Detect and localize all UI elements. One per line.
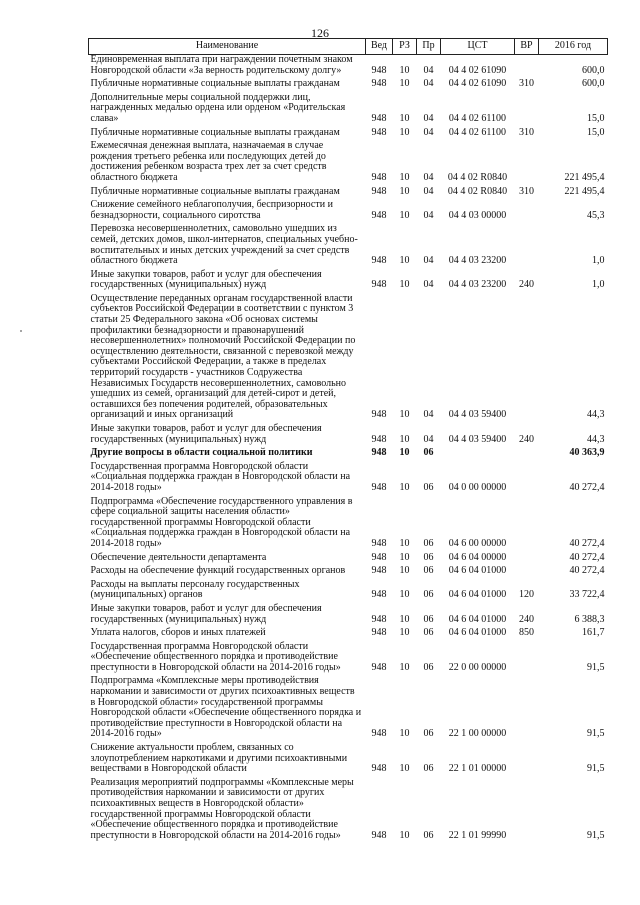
row-sum: 40 272,4 <box>569 551 605 563</box>
table-row <box>89 55 608 80</box>
row-cst: 04 0 00 00000 <box>448 481 507 493</box>
row-rz: 10 <box>399 433 410 445</box>
row-name: Уплата налогов, сборов и иных платежей <box>90 627 266 639</box>
row-name: Снижение семейного неблагополучия, беспризорности и безнадзорности, социального сиротства <box>90 199 333 221</box>
row-pr: 06 <box>423 763 434 775</box>
row-name: Государственная программа Новгородской области «Социальная поддержка граждан в Новгородской области на 2014-2018 годы» <box>90 460 351 493</box>
row-name: Публичные нормативные социальные выплаты гражданам <box>90 126 340 138</box>
table-row <box>89 642 608 677</box>
row-vr: 310 <box>519 126 534 138</box>
row-name: Снижение актуальности проблем, связанных со злоупотреблением наркотиками и другими психоактивными веществами в Новгородской области <box>90 742 348 775</box>
row-rz: 10 <box>399 763 410 775</box>
row-sum: 6 388,3 <box>574 613 605 625</box>
row-sum: 40 272,4 <box>569 565 605 577</box>
row-ved: 948 <box>371 565 387 577</box>
row-pr: 04 <box>423 112 434 124</box>
row-pr: 04 <box>423 185 434 197</box>
row-pr: 04 <box>423 171 434 183</box>
row-ved: 948 <box>371 209 387 221</box>
row-vr <box>515 224 539 269</box>
row-cst: 04 6 04 00000 <box>448 551 507 563</box>
row-sum: 1,0 <box>592 279 605 291</box>
row-vr <box>515 778 539 845</box>
row-sum: 44,3 <box>587 433 605 445</box>
row-name: Государственная программа Новгородской области «Обеспечение общественного порядка и противодействие преступности в Новгородской области на 2014-2016 годы» <box>90 640 341 673</box>
table-row <box>89 270 608 294</box>
row-cst: 22 1 01 99990 <box>448 829 507 841</box>
table-row <box>89 128 608 142</box>
table-row <box>89 224 608 269</box>
row-pr: 06 <box>423 589 434 601</box>
row-rz: 10 <box>399 64 410 76</box>
row-vr <box>515 553 539 567</box>
row-vr: 240 <box>519 433 534 445</box>
table-row <box>89 200 608 224</box>
row-pr: 04 <box>423 64 434 76</box>
row-cst: 22 1 00 00000 <box>448 728 507 740</box>
row-rz: 10 <box>399 78 410 90</box>
row-vr <box>515 294 539 424</box>
row-sum: 33 722,4 <box>569 589 605 601</box>
row-pr: 06 <box>423 613 434 625</box>
row-cst: 04 4 03 23200 <box>448 255 507 267</box>
table-row <box>89 497 608 553</box>
row-ved: 948 <box>371 728 387 740</box>
row-ved: 948 <box>371 171 387 183</box>
row-rz: 10 <box>399 185 410 197</box>
row-cst: 04 4 02 R0840 <box>447 185 508 197</box>
row-rz: 10 <box>399 627 410 639</box>
row-pr: 04 <box>423 78 434 90</box>
row-pr: 04 <box>423 126 434 138</box>
row-sum: 221 495,4 <box>564 185 605 197</box>
row-ved: 948 <box>371 279 387 291</box>
row-vr <box>515 566 539 580</box>
row-sum: 161,7 <box>582 627 605 639</box>
row-name: Расходы на выплаты персоналу государственных (муниципальных) органов <box>90 578 300 601</box>
row-pr: 06 <box>423 565 434 577</box>
row-vr: 240 <box>519 613 534 625</box>
row-sum: 221 495,4 <box>564 171 605 183</box>
row-name: Иные закупки товаров, работ и услуг для обеспечения государственных (муниципальных) нужд <box>90 268 322 291</box>
row-ved: 948 <box>371 613 387 625</box>
table-row <box>89 676 608 743</box>
header-name: Наименование <box>89 39 366 55</box>
row-ved: 948 <box>371 537 387 549</box>
row-vr <box>515 642 539 677</box>
row-ved: 948 <box>371 112 387 124</box>
row-rz: 10 <box>399 589 410 601</box>
row-sum: 91,5 <box>587 763 605 775</box>
row-cst: 04 6 04 01000 <box>448 565 507 577</box>
row-pr: 04 <box>423 409 434 421</box>
row-rz: 10 <box>399 409 410 421</box>
row-name: Обеспечение деятельности департамента <box>90 551 267 563</box>
row-cst: 04 4 02 61090 <box>448 78 507 90</box>
row-rz: 10 <box>399 613 410 625</box>
table-body <box>89 55 608 845</box>
row-ved: 948 <box>371 126 387 138</box>
row-vr: 240 <box>519 279 534 291</box>
row-name: Реализация мероприятий подпрограммы «Комплексные меры противодействия наркомании и зависимости от других психоактивных веществ в Новгородской области» государственной программы Новгородской области «Обеспечение общественного порядка и противодействие преступности в Новгородской области на 2014-2016 годы» <box>90 776 354 841</box>
row-rz: 10 <box>399 829 410 841</box>
table-row <box>89 424 608 448</box>
table-row <box>89 93 608 128</box>
scan-dot <box>20 330 22 332</box>
table-row <box>89 294 608 424</box>
row-sum: 40 363,9 <box>569 447 605 459</box>
row-cst: 04 4 03 59400 <box>448 433 507 445</box>
row-cst: 04 6 04 01000 <box>448 627 507 639</box>
row-ved: 948 <box>371 64 387 76</box>
row-sum: 15,0 <box>587 112 605 124</box>
row-vr: 310 <box>519 78 534 90</box>
row-vr <box>515 743 539 778</box>
row-name: Подпрограмма «Комплексные меры противодействия наркомании и зависимости от других психоактивных веществ в Новгородской области» государственной программы Новгородской области «Обеспечение общественного порядка и противодействие преступности в Новгородской области на 2014-2016 годы» <box>90 675 362 740</box>
row-cst: 04 4 02 R0840 <box>447 171 508 183</box>
row-name: Перевозка несовершеннолетних, самовольно ушедших из семей, детских домов, школ-интернатов, специальных учебно-воспитательных и иных детских учреждений за счет средств областного бюджета <box>90 223 358 267</box>
row-cst: 04 4 03 59400 <box>448 409 507 421</box>
row-ved: 948 <box>371 589 387 601</box>
row-name: Публичные нормативные социальные выплаты гражданам <box>90 78 340 90</box>
row-rz: 10 <box>399 112 410 124</box>
row-pr: 06 <box>423 537 434 549</box>
table-row <box>89 553 608 567</box>
row-pr: 06 <box>423 551 434 563</box>
row-cst: 04 4 03 23200 <box>448 279 507 291</box>
row-pr: 06 <box>423 661 434 673</box>
table-row <box>89 448 608 462</box>
row-sum: 1,0 <box>592 255 605 267</box>
header-year: 2016 год <box>539 39 608 55</box>
row-name: Иные закупки товаров, работ и услуг для обеспечения государственных (муниципальных) нужд <box>90 423 322 445</box>
row-sum: 44,3 <box>587 409 605 421</box>
table-row <box>89 462 608 497</box>
header-rz: РЗ <box>393 39 417 55</box>
row-vr <box>515 55 539 80</box>
row-sum: 91,5 <box>587 829 605 841</box>
row-rz: 10 <box>399 171 410 183</box>
row-sum: 91,5 <box>587 661 605 673</box>
header-cst: ЦСТ <box>441 39 515 55</box>
row-rz: 10 <box>399 537 410 549</box>
row-vr <box>515 676 539 743</box>
row-pr: 04 <box>423 255 434 267</box>
row-cst: 04 4 03 00000 <box>448 209 507 221</box>
row-ved: 948 <box>371 763 387 775</box>
row-rz: 10 <box>399 255 410 267</box>
row-rz: 10 <box>399 209 410 221</box>
header-ved: Вед <box>366 39 393 55</box>
row-vr <box>515 141 539 186</box>
row-ved: 948 <box>371 481 387 493</box>
table-header-row <box>89 39 608 55</box>
row-name: Дополнительные меры социальной поддержки лиц, награжденных медалью ордена или орденом «Родительская слава» <box>90 91 346 124</box>
table-row <box>89 743 608 778</box>
row-cst: 04 6 00 00000 <box>448 537 507 549</box>
row-rz: 10 <box>399 481 410 493</box>
row-vr: 120 <box>519 589 534 601</box>
row-pr: 06 <box>423 728 434 740</box>
row-pr: 04 <box>423 279 434 291</box>
row-sum: 15,0 <box>587 126 605 138</box>
table-row <box>89 141 608 186</box>
row-sum: 40 272,4 <box>569 481 605 493</box>
table-row <box>89 566 608 580</box>
row-vr: 310 <box>519 185 534 197</box>
row-sum: 45,3 <box>587 209 605 221</box>
header-vr: ВР <box>515 39 539 55</box>
table-row <box>89 580 608 604</box>
row-vr <box>515 200 539 224</box>
row-sum: 600,0 <box>582 78 605 90</box>
row-rz: 10 <box>399 565 410 577</box>
row-name: Другие вопросы в области социальной политики <box>90 447 313 459</box>
row-pr: 06 <box>423 481 434 493</box>
row-pr: 04 <box>423 209 434 221</box>
row-ved: 948 <box>371 627 387 639</box>
table-row <box>89 604 608 628</box>
row-ved: 948 <box>371 433 387 445</box>
row-cst: 04 6 04 01000 <box>448 613 507 625</box>
row-rz: 10 <box>399 447 410 459</box>
row-ved: 948 <box>371 78 387 90</box>
row-sum: 91,5 <box>587 728 605 740</box>
table-row <box>89 187 608 201</box>
row-cst: 04 4 02 61100 <box>448 112 507 124</box>
row-cst: 22 0 00 00000 <box>448 661 507 673</box>
row-name: Единовременная выплата при награждении почетным знаком Новгородской области «За верность родительскому долгу» <box>90 54 353 76</box>
row-cst <box>441 448 515 462</box>
budget-table <box>88 38 608 844</box>
row-cst: 04 6 04 01000 <box>448 589 507 601</box>
row-vr <box>515 448 539 462</box>
row-sum: 600,0 <box>582 64 605 76</box>
table-row <box>89 778 608 845</box>
row-pr: 06 <box>423 627 434 639</box>
row-vr <box>515 497 539 553</box>
row-sum: 40 272,4 <box>569 537 605 549</box>
row-name: Публичные нормативные социальные выплаты гражданам <box>90 185 340 197</box>
row-rz: 10 <box>399 551 410 563</box>
row-pr: 06 <box>423 447 434 459</box>
table-row <box>89 79 608 93</box>
row-cst: 04 4 02 61100 <box>448 126 507 138</box>
row-ved: 948 <box>371 829 387 841</box>
row-ved: 948 <box>371 255 387 267</box>
row-ved: 948 <box>371 409 387 421</box>
row-cst: 04 4 02 61090 <box>448 64 507 76</box>
row-name: Иные закупки товаров, работ и услуг для обеспечения государственных (муниципальных) нужд <box>90 602 322 625</box>
header-pr: Пр <box>417 39 441 55</box>
row-name: Ежемесячная денежная выплата, назначаемая в случае рождения третьего ребенка или последующих детей до достижения ребенком возраста трех лет за счет средств областного бюджета <box>90 140 327 183</box>
row-name: Расходы на обеспечение функций государственных органов <box>90 565 346 577</box>
row-cst: 22 1 01 00000 <box>448 763 507 775</box>
row-vr: 850 <box>519 627 534 639</box>
row-rz: 10 <box>399 728 410 740</box>
row-rz: 10 <box>399 279 410 291</box>
row-ved: 948 <box>371 551 387 563</box>
row-vr <box>515 93 539 128</box>
row-pr: 06 <box>423 829 434 841</box>
row-ved: 948 <box>371 185 387 197</box>
row-ved: 948 <box>371 661 387 673</box>
row-ved: 948 <box>371 447 387 459</box>
row-vr <box>515 462 539 497</box>
table-row <box>89 628 608 642</box>
row-name: Подпрограмма «Обеспечение государственного управления в сфере социальной защиты населения области» государственной программы Новгородской области «Социальная поддержка граждан в Новгородской области на 2014-2018 годы» <box>90 495 353 549</box>
row-rz: 10 <box>399 661 410 673</box>
row-pr: 04 <box>423 433 434 445</box>
row-rz: 10 <box>399 126 410 138</box>
row-name: Осуществление переданных органам государственной власти субъектов Российской Федерации в соответствии с пунктом 3 статьи 25 Федерального закона «Об основах системы профилактики безнадзорности и правонарушений несовершеннолетних» полномочий Российской Федерации по осуществлению деятельности, связанной с перевозкой между субъектами Российской Федерации, а также в пределах территорий государств - участников Содружества Независимых Государств несовершеннолетних, самовольно ушедших из семей, организаций для детей-сирот и детей, оставшихся без попечения родителей, образовательных организаций и иных организаций <box>90 292 356 421</box>
page-number: 126 <box>311 26 329 40</box>
